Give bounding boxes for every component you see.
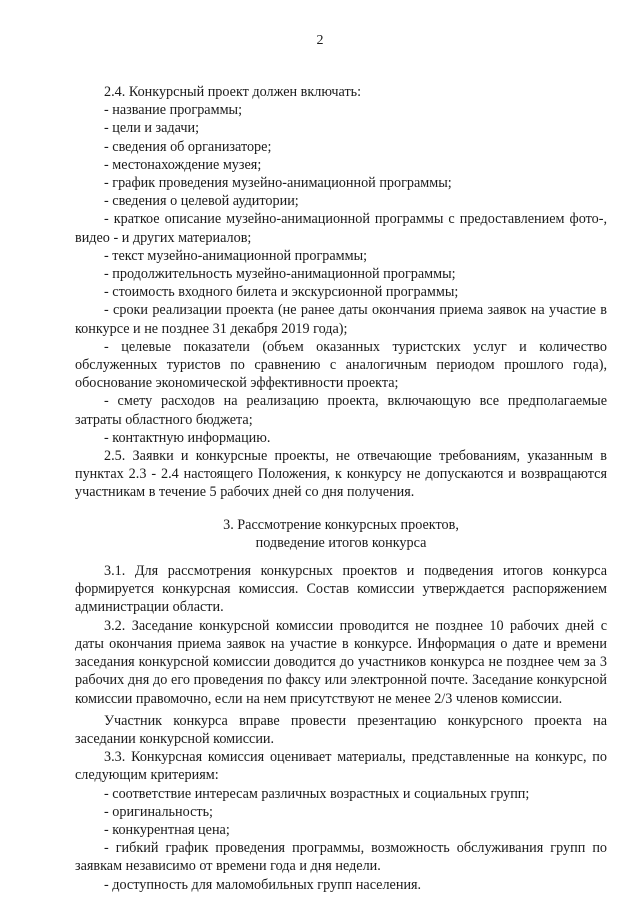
- section-2-4-intro: 2.4. Конкурсный проект должен включать:: [104, 84, 362, 100]
- section-3-2: 3.2. Заседание конкурсной комиссии проводится не позднее 10 рабочих дней с даты окончания приема заявок на участие в конкурсе. Информация о дате и времени заседания конкурсной комиссии доводится до участников конкурса не позднее чем за 3 рабочих дня до его проведения по факсу или электронной почте. Заседание конкурсной комиссии правомочно, если на нем присутствуют не менее 2/3 членов комиссии.: [75, 617, 607, 707]
- list-item: - текст музейно-анимационной программы;: [104, 247, 368, 264]
- section-3-heading: [75, 516, 607, 552]
- list-item: - сведения о целевой аудитории;: [104, 193, 299, 210]
- list-item: - цели и задачи;: [104, 120, 200, 137]
- list-item: - смету расходов на реализацию проекта, включающую все предполагаемые затраты областного бюджета;: [75, 393, 607, 428]
- page-number: 2: [316, 33, 324, 48]
- list-item: - целевые показатели (объем оказанных туристских услуг и количество обслуженных туристов по сравнению с аналогичным периодом прошлого года), обоснование экономической эффективности проекта;: [75, 338, 607, 392]
- list-item: - график проведения музейно-анимационной программы;: [104, 175, 452, 192]
- criteria-item: - конкурентная цена;: [104, 821, 230, 838]
- section-3-3: 3.3. Конкурсная комиссия оценивает материалы, представленные на конкурс, по следующим критериям:: [75, 749, 607, 784]
- section-3-1: 3.1. Для рассмотрения конкурсных проектов и подведения итогов конкурса формируется конкурсная комиссия. Состав комиссии утверждается распоряжением администрации области.: [75, 563, 607, 616]
- section-2-5: 2.5. Заявки и конкурсные проекты, не отвечающие требованиям, указанным в пунктах 2.3 - 2.4 настоящего Положения, к конкурсу не допускаются и возвращаются участникам в течение 5 рабочих дней со дня получения.: [75, 448, 607, 501]
- list-item: - название программы;: [104, 102, 243, 119]
- list-item: - местонахождение музея;: [104, 156, 262, 173]
- list-item: - краткое описание музейно-анимационной программы с предоставлением фото-, видео - и других материалов;: [75, 211, 607, 246]
- criteria-item: - соответствие интересам различных возрастных и социальных групп;: [104, 785, 530, 802]
- section-3-title-line2: подведение итогов конкурса: [255, 534, 427, 551]
- list-item: - контактную информацию.: [104, 429, 271, 446]
- list-item: - сведения об организаторе;: [104, 138, 272, 155]
- document-body: [75, 83, 607, 894]
- criteria-item: - оригинальность;: [104, 803, 213, 820]
- list-item: - продолжительность музейно-анимационной программы;: [104, 266, 456, 283]
- list-item: - сроки реализации проекта (не ранее даты окончания приема заявок на участие в конкурсе и не позднее 31 декабря 2019 года);: [75, 302, 607, 337]
- criteria-item: - доступность для маломобильных групп населения.: [104, 876, 422, 893]
- presentation-paragraph: Участник конкурса вправе провести презентацию конкурсного проекта на заседании конкурсной комиссии.: [75, 712, 607, 747]
- section-3-title-line1: 3. Рассмотрение конкурсных проектов,: [223, 516, 459, 533]
- criteria-item: - гибкий график проведения программы, возможность обслуживания групп по заявкам независимо от времени года и дня недели.: [75, 840, 607, 875]
- list-item: - стоимость входного билета и экскурсионной программы;: [104, 284, 459, 301]
